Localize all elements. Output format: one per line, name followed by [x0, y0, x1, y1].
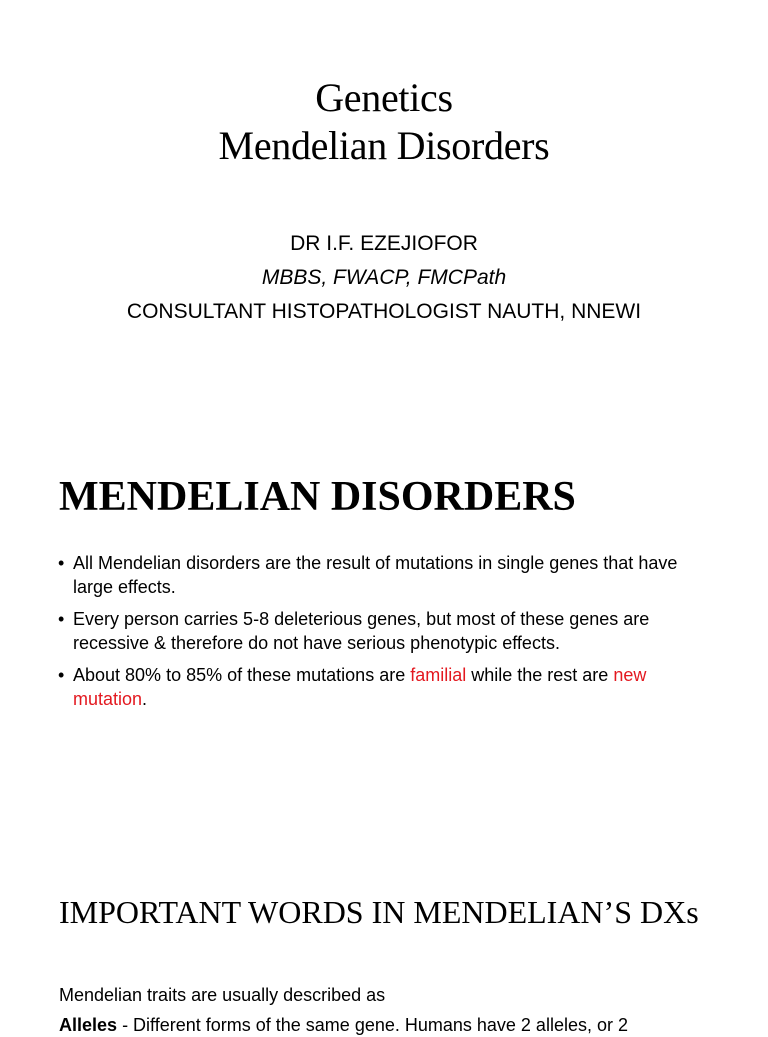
bullet-text-part: while the rest are	[466, 665, 614, 685]
bullet-text: All Mendelian disorders are the result of mutations in single genes that have large effects.	[73, 553, 678, 597]
highlight-familial: familial	[410, 665, 467, 685]
bullet-text-part: About 80% to 85% of these mutations are	[73, 665, 411, 685]
bullet-dot: •	[58, 609, 65, 629]
slide1-title-line2: Mendelian Disorders	[218, 123, 550, 168]
bullet-item	[58, 607, 708, 655]
slide2-heading: MENDELIAN DISORDERS	[59, 474, 576, 520]
author-qualifications: MBBS, FWACP, FMCPath	[261, 266, 507, 289]
slide3-cut-line	[59, 1013, 628, 1037]
bullet-text: Every person carries 5-8 deleterious genes, but most of these genes are recessive & therefore do not have serious phenotypic effects.	[73, 609, 650, 653]
bullet-text-part: .	[142, 689, 148, 709]
slide1-title-line1: Genetics	[315, 75, 453, 120]
alleles-definition: - Different forms of the same gene. Humans have 2 alleles, or 2	[122, 1015, 628, 1035]
bullet-dot: •	[58, 665, 65, 685]
author-name: DR I.F. EZEJIOFOR	[290, 232, 478, 255]
author-position: CONSULTANT HISTOPATHOLOGIST NAUTH, NNEWI	[126, 300, 642, 323]
slide3-intro-text: Mendelian traits are usually described as	[59, 985, 386, 1005]
slide2-bullet-list	[58, 551, 708, 719]
slide3-heading: IMPORTANT WORDS IN MENDELIAN’S DXs	[59, 894, 699, 930]
highlight-new-mutation: new mutation	[73, 665, 647, 709]
bullet-item	[58, 551, 708, 599]
bullet-dot: •	[58, 553, 65, 573]
alleles-term: Alleles	[59, 1015, 118, 1035]
bullet-item	[58, 663, 708, 711]
